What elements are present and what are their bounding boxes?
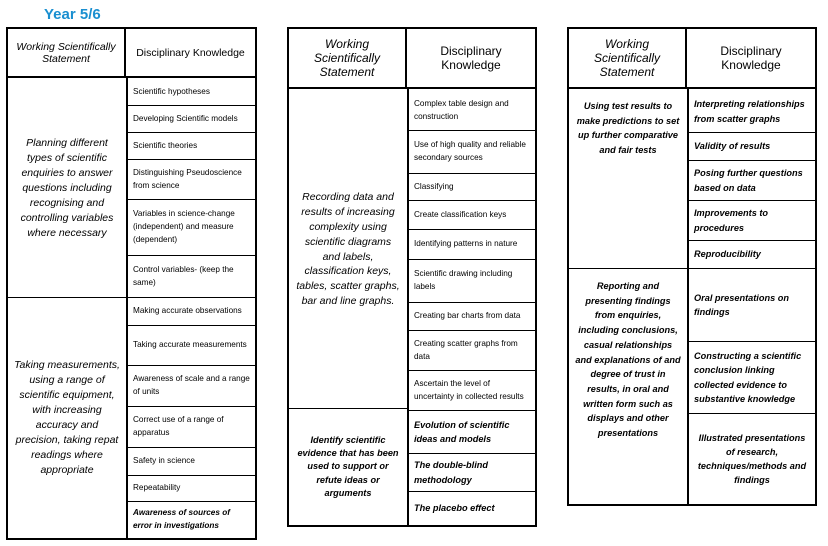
ws-statement: Planning different types of scientific enquiries to answer questions including recognising and controlling variables where necessary bbox=[8, 80, 126, 298]
ws-header: Working Scientifically Statement bbox=[569, 29, 687, 87]
dk-item: Developing Scientific models bbox=[128, 106, 255, 133]
dk-item: Creating scatter graphs from data bbox=[409, 331, 535, 371]
ws-statement: Taking measurements, using a range of scientific equipment, with increasing accuracy and precision, taking repat readings where appropriate bbox=[14, 359, 120, 476]
ws-header: Working Scientifically Statement bbox=[8, 29, 126, 76]
dk-item: Identifying patterns in nature bbox=[409, 230, 535, 260]
dk-header: Disciplinary Knowledge bbox=[440, 44, 502, 72]
knowledge-table-3 bbox=[567, 27, 817, 506]
dk-item: Scientific drawing including labels bbox=[409, 260, 535, 303]
dk-item: Use of high quality and reliable secondary sources bbox=[409, 131, 535, 174]
dk-header: Disciplinary Knowledge bbox=[720, 44, 782, 72]
dk-item: Distinguishing Pseudoscience from science bbox=[128, 160, 255, 200]
dk-item: Variables in science-change (independent) and measure (dependent) bbox=[128, 200, 255, 256]
dk-item: Making accurate observations bbox=[128, 298, 255, 326]
dk-item: Safety in science bbox=[128, 448, 255, 476]
dk-item: Ascertain the level of uncertainty in collected results bbox=[409, 371, 535, 411]
dk-item: Scientific hypotheses bbox=[128, 80, 255, 106]
dk-item: Complex table design and construction bbox=[409, 91, 535, 131]
ws-statement: Using test results to make predictions to set up further comparative and fair tests bbox=[569, 91, 687, 269]
dk-item: Correct use of a range of apparatus bbox=[128, 407, 255, 448]
dk-item: The placebo effect bbox=[414, 503, 495, 514]
dk-item: Taking accurate measurements bbox=[128, 326, 255, 366]
page-title: Year 5/6 bbox=[44, 6, 101, 23]
dk-item: The double-blind methodology bbox=[409, 454, 535, 492]
dk-item: Oral presentations on findings bbox=[689, 269, 815, 342]
table-header bbox=[8, 29, 255, 78]
dk-item: Create classification keys bbox=[409, 201, 535, 230]
dk-item: Reproducibility bbox=[689, 241, 815, 269]
dk-item: Interpreting relationships from scatter graphs bbox=[689, 91, 815, 133]
knowledge-table-1 bbox=[6, 27, 257, 540]
dk-item: Scientific theories bbox=[128, 133, 255, 160]
ws-statement: Identify scientific evidence that has been used to support or refute ideas or arguments bbox=[297, 435, 399, 498]
dk-item: Repeatability bbox=[128, 476, 255, 502]
table-header bbox=[569, 29, 815, 89]
table-header bbox=[289, 29, 535, 89]
dk-item: Illustrated presentations of research, techniques/methods and findings bbox=[697, 432, 807, 486]
dk-item: Constructing a scientific conclusion linking collected evidence to substantive knowledge bbox=[689, 342, 815, 414]
dk-item: Awareness of scale and a range of units bbox=[128, 366, 255, 407]
dk-item: Control variables- (keep the same) bbox=[128, 256, 255, 298]
ws-statement: Recording data and results of increasing complexity using scientific diagrams and labels, classification keys, tables, scatter graphs, bar and line graphs. bbox=[289, 91, 407, 409]
dk-item: Awareness of sources of error in investigations bbox=[133, 508, 230, 530]
dk-item: Validity of results bbox=[689, 133, 815, 161]
ws-statement: Reporting and presenting findings from enquiries, including conclusions, casual relationships and explanations of and degree of trust in results, in oral and written form such as displays and other presentations bbox=[575, 281, 681, 439]
dk-item: Posing further questions based on data bbox=[689, 161, 815, 201]
dk-item: Improvements to procedures bbox=[689, 201, 815, 241]
dk-item: Creating bar charts from data bbox=[409, 303, 535, 331]
dk-item: Evolution of scientific ideas and models bbox=[409, 411, 535, 454]
ws-header: Working Scientifically Statement bbox=[289, 29, 407, 87]
dk-item: Classifying bbox=[409, 174, 535, 201]
dk-header: Disciplinary Knowledge bbox=[136, 46, 245, 59]
knowledge-table-2 bbox=[287, 27, 537, 527]
